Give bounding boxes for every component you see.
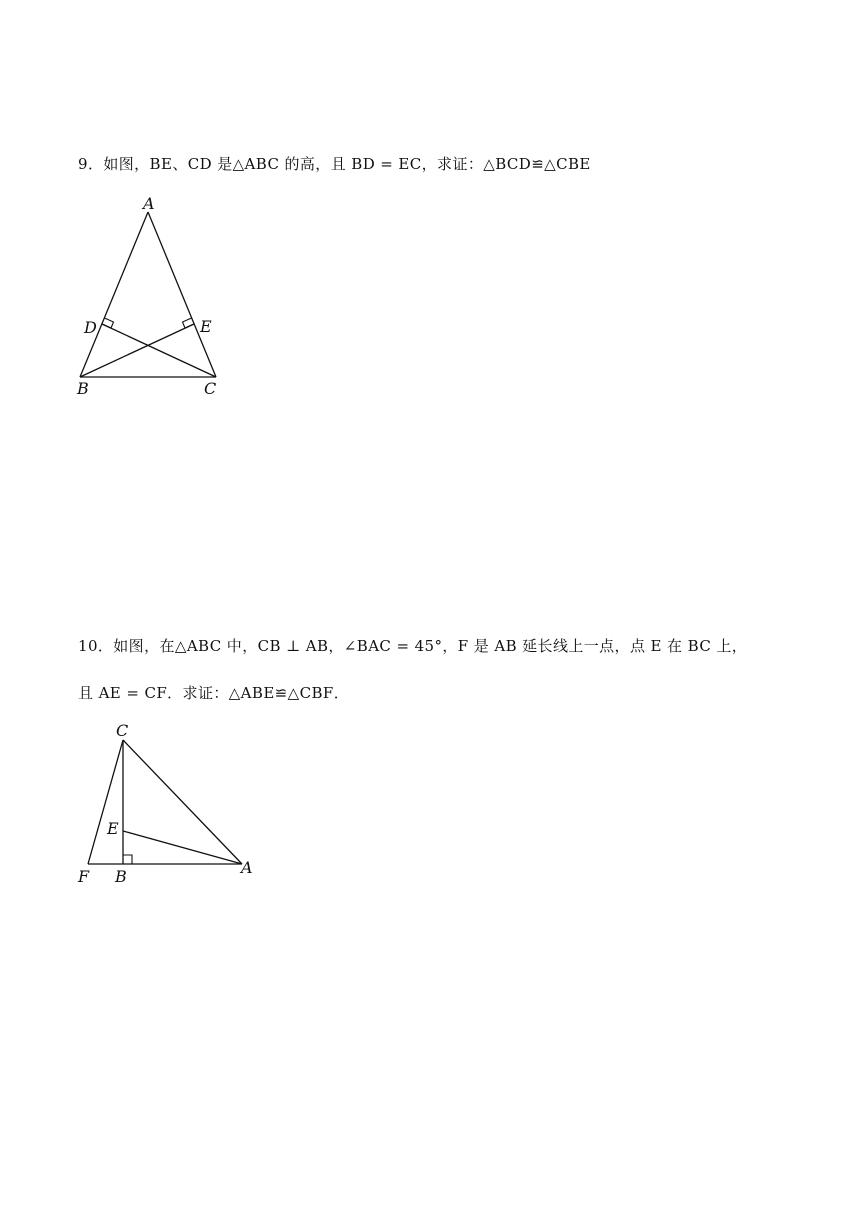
- vertex-label-c: C: [116, 721, 129, 740]
- segment-ab: [80, 212, 148, 377]
- vertex-label-b: B: [115, 867, 127, 886]
- segment-ea: [123, 831, 242, 864]
- problem-9-triangle-figure: [70, 194, 250, 399]
- right-angle-mark-b: [123, 855, 132, 864]
- segment-be: [80, 324, 194, 377]
- problem-10-statement-line-1: 10．如图，在△ABC 中，CB ⊥ AB，∠BAC = 45°，F 是 AB 延长线上一点，点 E 在 BC 上，: [78, 637, 748, 655]
- vertex-label-b: B: [77, 379, 89, 398]
- vertex-label-a: A: [143, 194, 155, 213]
- vertex-label-e: E: [200, 317, 212, 336]
- segment-cd: [102, 324, 216, 377]
- vertex-label-a: A: [241, 858, 253, 877]
- segment-ac: [148, 212, 216, 377]
- segment-fc: [88, 740, 123, 864]
- vertex-label-f: F: [78, 867, 90, 886]
- vertex-label-c: C: [204, 379, 217, 398]
- vertex-label-d: D: [84, 318, 97, 337]
- vertex-label-e: E: [107, 819, 119, 838]
- segment-ca: [123, 740, 242, 864]
- problem-9-statement: 9．如图，BE、CD 是△ABC 的高，且 BD = EC，求证：△BCD≌△CBE: [78, 155, 591, 173]
- problem-10-triangle-figure: [70, 718, 270, 888]
- problem-10-statement-line-2: 且 AE = CF．求证：△ABE≌△CBF．: [78, 684, 350, 702]
